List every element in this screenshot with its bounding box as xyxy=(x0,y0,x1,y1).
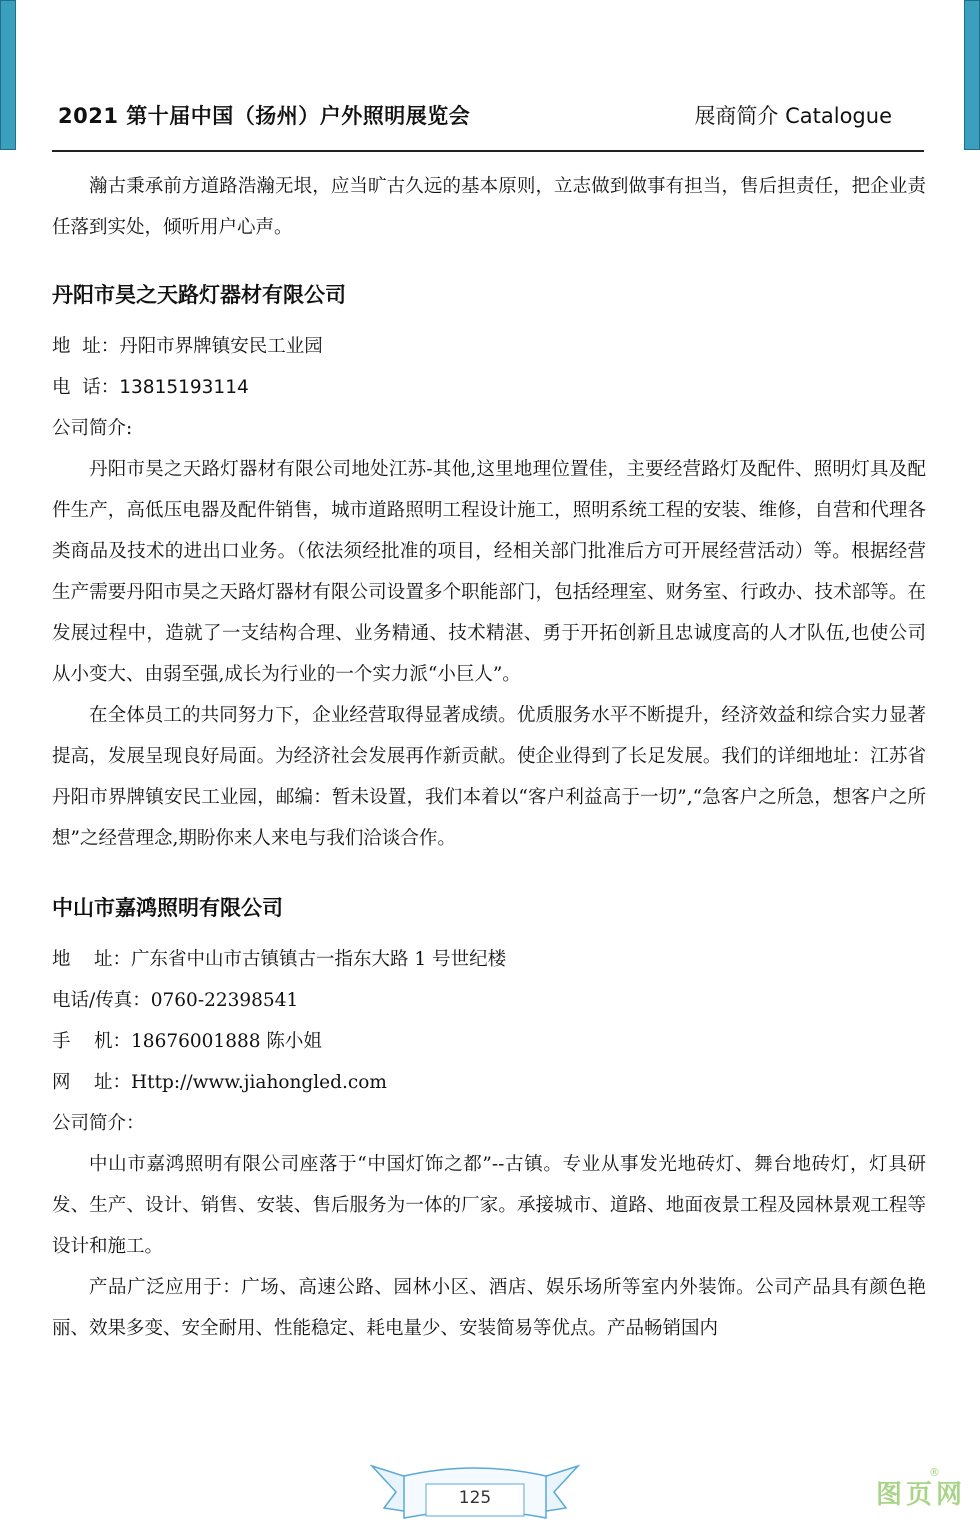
registered-mark-icon: ® xyxy=(929,1466,940,1479)
company2-mobile: 18676001888 陈小姐 xyxy=(131,1031,322,1052)
right-edge-bar xyxy=(964,0,980,150)
company1-phone: 13815193114 xyxy=(119,377,249,398)
company2-address-line xyxy=(52,939,926,980)
company2-mobile-label: 手 机： xyxy=(52,1031,132,1052)
header-catalogue: 展商简介 Catalogue xyxy=(694,104,892,128)
company1-address-label: 地 址： xyxy=(52,336,120,357)
company1-address: 丹阳市界牌镇安民工业园 xyxy=(119,336,323,357)
company1-phone-label: 电 话： xyxy=(52,377,120,398)
page-header xyxy=(52,92,924,152)
company2-paragraph-1: 中山市嘉鸿照明有限公司座落于“中国灯饰之都”--古镇。专业从事发光地砖灯、舞台地砖灯，灯具研发、生产、设计、销售、安装、售后服务为一体的厂家。承接城市、道路、地面夜景工程及园林景观工程等设计和施工。 xyxy=(52,1154,926,1257)
company2-tel: 0760-22398541 xyxy=(150,990,299,1011)
company2-address: 广东省中山市古镇镇古一指东大路 1 号世纪楼 xyxy=(131,949,507,970)
company-title-1: 丹阳市昊之天路灯器材有限公司 xyxy=(52,283,346,307)
left-edge-bar xyxy=(0,0,16,150)
page-footer xyxy=(370,1462,580,1522)
company2-tel-label: 电话/传真： xyxy=(52,990,151,1011)
page-content xyxy=(52,166,926,1349)
page-number: 125 xyxy=(458,1488,492,1508)
intro-paragraph: 瀚古秉承前方道路浩瀚无垠，应当旷古久远的基本原则，立志做到做事有担当，售后担责任，把企业责任落到实处，倾听用户心声。 xyxy=(52,176,926,238)
company2-web-line xyxy=(52,1062,926,1103)
company1-address-line xyxy=(52,326,926,367)
watermark-logo: 图页网 xyxy=(875,1480,966,1510)
company1-paragraph-1: 丹阳市昊之天路灯器材有限公司地处江苏-其他,这里地理位置佳，主要经营路灯及配件、照明灯具及配件生产，高低压电器及配件销售，城市道路照明工程设计施工，照明系统工程的安装、维修，自营和代理各类商品及技术的进出口业务。（依法须经批准的项目，经相关部门批准后方可开展经营活动）等。根据经营生产需要丹阳市昊之天路灯器材有限公司设置多个职能部门，包括经理室、财务室、行政办、技术部等。在发展过程中，造就了一支结构合理、业务精通、技术精湛、勇于开拓创新且忠诚度高的人才队伍,也使公司从小变大、由弱至强,成长为行业的一个实力派“小巨人”。 xyxy=(52,459,926,685)
company2-address-label: 地 址： xyxy=(52,949,132,970)
company1-paragraph-2: 在全体员工的共同努力下，企业经营取得显著成绩。优质服务水平不断提升，经济效益和综合实力显著提高，发展呈现良好局面。为经济社会发展再作新贡献。使企业得到了长足发展。我们的详细地址：江苏省丹阳市界牌镇安民工业园，邮编：暂未设置，我们本着以“客户利益高于一切”,“急客户之所急，想客户之所想”之经营理念,期盼你来人来电与我们洽谈合作。 xyxy=(52,705,926,849)
company2-paragraph-2: 产品广泛应用于：广场、高速公路、园林小区、酒店、娱乐场所等室内外装饰。公司产品具有颜色艳丽、效果多变、安全耐用、性能稳定、耗电量少、安装简易等优点。产品畅销国内 xyxy=(52,1277,926,1339)
company1-phone-line xyxy=(52,367,926,408)
company2-mobile-line xyxy=(52,1021,926,1062)
company2-web-link[interactable]: Http://www.jiahongled.com xyxy=(131,1072,387,1093)
company-title-2: 中山市嘉鸿照明有限公司 xyxy=(52,896,283,920)
company2-web-label: 网 址： xyxy=(52,1072,132,1093)
header-title: 2021 第十届中国（扬州）户外照明展览会 xyxy=(58,104,471,128)
company2-profile-label: 公司简介： xyxy=(52,1113,145,1134)
company2-tel-line xyxy=(52,980,926,1021)
company1-profile-label: 公司简介: xyxy=(52,418,133,439)
